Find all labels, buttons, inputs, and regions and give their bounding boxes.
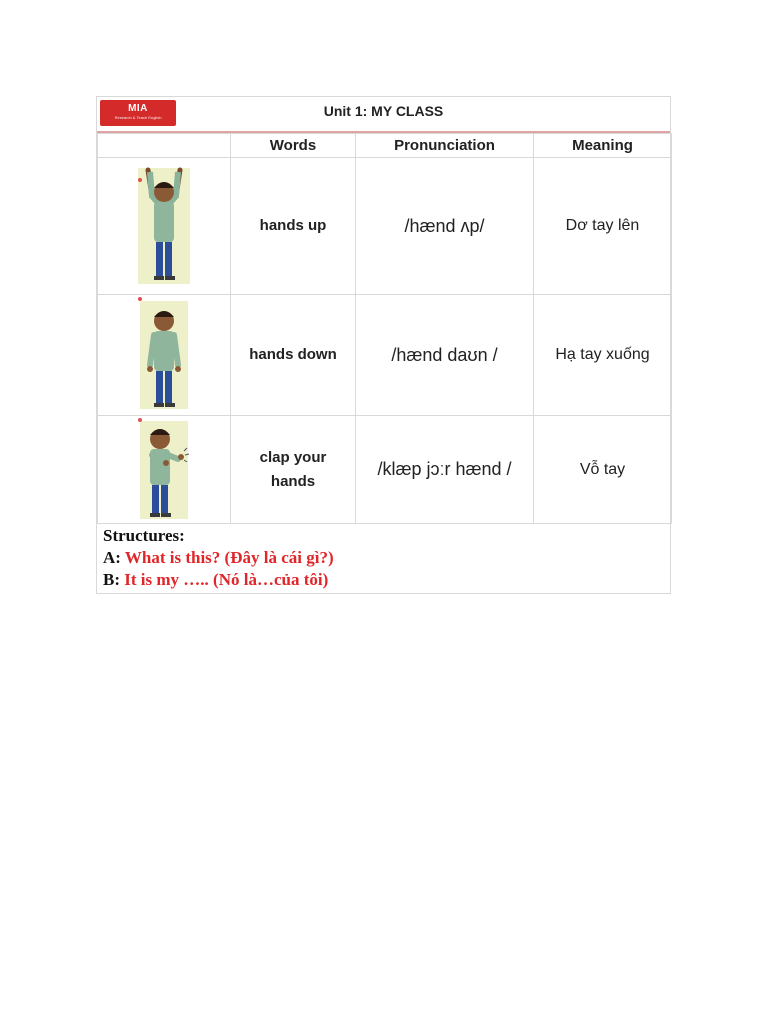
structure-label: A — [103, 548, 116, 567]
table-row — [98, 158, 672, 295]
vocabulary-sheet — [96, 96, 671, 594]
table-header-row — [98, 134, 672, 158]
mia-logo: MIA Research & Teach English — [100, 100, 176, 126]
structure-text: What is this? (Đây là cái gì?) — [124, 548, 334, 567]
structures-section — [103, 525, 664, 591]
vocabulary-table — [97, 133, 672, 524]
word-cell: hands up — [231, 158, 356, 295]
table-row — [98, 295, 672, 416]
boy-hands-up-illustration — [98, 158, 231, 295]
boy-hands-down-illustration — [98, 295, 231, 416]
word-cell: clap your hands — [231, 416, 356, 524]
meaning-cell: Dơ tay lên — [534, 158, 672, 295]
unit-title: Unit 1: MY CLASS — [323, 103, 444, 119]
meaning-cell: Hạ tay xuống — [534, 295, 672, 416]
word-cell: hands down — [231, 295, 356, 416]
pronunciation-cell: /klæp jɔːr hænd / — [356, 416, 534, 524]
sheet-header — [97, 97, 670, 133]
pronunciation-cell: /hænd ʌp/ — [356, 158, 534, 295]
structure-line-a: A: What is this? (Đây là cái gì?) — [103, 548, 334, 567]
structure-line-b: B: It is my ….. (Nó là…của tôi) — [103, 570, 329, 589]
table-row — [98, 416, 672, 524]
column-header-meaning: Meaning — [534, 134, 672, 158]
pronunciation-cell: /hænd daʊn / — [356, 295, 534, 416]
structures-heading: Structures: — [103, 526, 185, 545]
column-header-words: Words — [231, 134, 356, 158]
structure-text: It is my ….. (Nó là…của tôi) — [124, 570, 329, 589]
structure-label: B — [103, 570, 115, 589]
meaning-cell: Vỗ tay — [534, 416, 672, 524]
column-header-pronunciation: Pronunciation — [356, 134, 534, 158]
boy-clapping-illustration — [98, 416, 231, 524]
column-header-image — [98, 134, 231, 158]
